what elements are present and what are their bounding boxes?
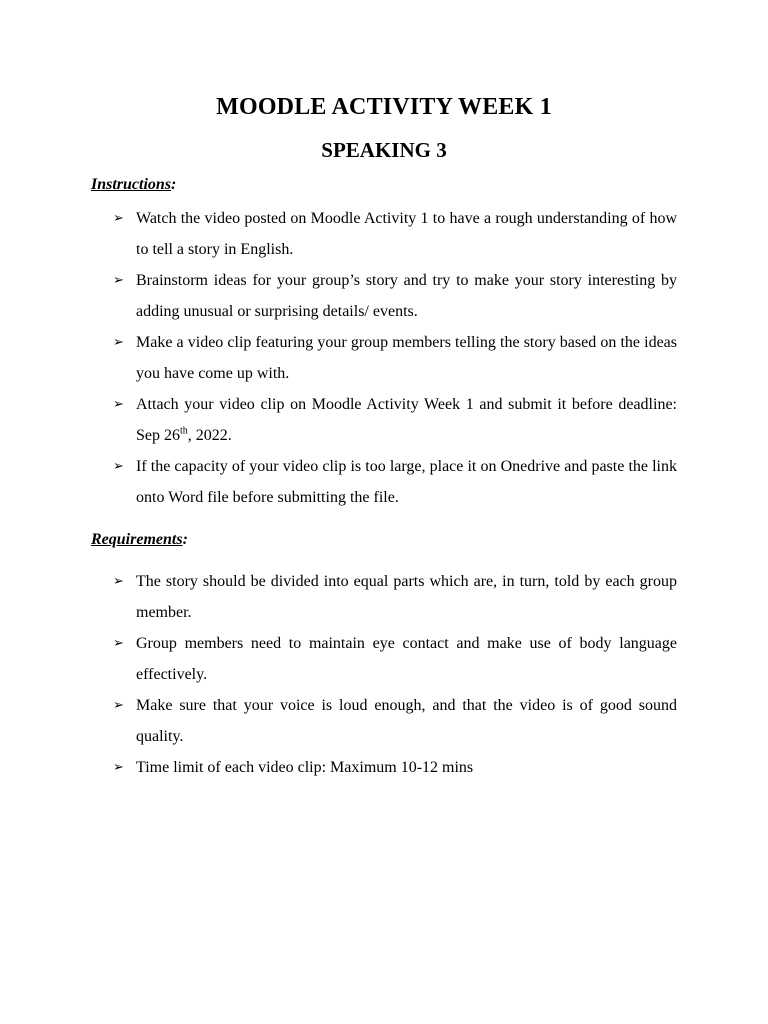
arrow-bullet-icon: ➢ xyxy=(113,760,124,775)
arrow-bullet-icon: ➢ xyxy=(113,698,124,713)
list-item xyxy=(113,265,677,327)
requirements-heading-text: Requirements xyxy=(91,531,183,548)
list-item xyxy=(113,203,677,265)
arrow-bullet-icon: ➢ xyxy=(113,273,124,288)
list-item-text: Watch the video posted on Moodle Activity 1 to have a rough understanding of how to tell a story in English. xyxy=(136,210,677,258)
list-item-text: The story should be divided into equal parts which are, in turn, told by each group member. xyxy=(136,573,677,621)
list-item-text: Brainstorm ideas for your group’s story and try to make your story interesting by adding unusual or surprising details/ events. xyxy=(136,272,677,320)
list-item xyxy=(113,628,677,690)
list-item xyxy=(113,566,677,628)
arrow-bullet-icon: ➢ xyxy=(113,397,124,412)
arrow-bullet-icon: ➢ xyxy=(113,574,124,589)
list-item xyxy=(113,389,677,451)
requirements-list xyxy=(113,566,677,783)
requirements-heading-colon: : xyxy=(182,531,188,548)
instructions-heading-text: Instructions xyxy=(91,176,172,193)
list-item-text: Make a video clip featuring your group members telling the story based on the ideas you have come up with. xyxy=(136,334,677,382)
instructions-heading xyxy=(91,176,176,194)
list-item xyxy=(113,690,677,752)
list-item-text xyxy=(136,396,677,444)
arrow-bullet-icon: ➢ xyxy=(113,335,124,350)
deadline-ordinal-suffix: th xyxy=(180,425,188,437)
page-title: MOODLE ACTIVITY WEEK 1 xyxy=(216,94,552,120)
deadline-text: Attach your video clip on Moodle Activity Week 1 and submit it before deadline: Sep 26 xyxy=(136,396,677,444)
list-item-text: If the capacity of your video clip is too large, place it on Onedrive and paste the link onto Word file before submitting the file. xyxy=(136,458,677,506)
arrow-bullet-icon: ➢ xyxy=(113,211,124,226)
instructions-heading-colon: : xyxy=(171,176,177,193)
instructions-list xyxy=(113,203,677,513)
list-item xyxy=(113,451,677,513)
list-item xyxy=(113,752,677,783)
list-item-text: Group members need to maintain eye contact and make use of body language effectively. xyxy=(136,635,677,683)
list-item-text: Make sure that your voice is loud enough, and that the video is of good sound quality. xyxy=(136,697,677,745)
deadline-year: , 2022. xyxy=(187,427,232,444)
arrow-bullet-icon: ➢ xyxy=(113,459,124,474)
list-item-text: Time limit of each video clip: Maximum 10-12 mins xyxy=(136,759,474,776)
arrow-bullet-icon: ➢ xyxy=(113,636,124,651)
requirements-heading xyxy=(91,531,188,549)
list-item xyxy=(113,327,677,389)
page-subtitle: SPEAKING 3 xyxy=(321,138,447,162)
